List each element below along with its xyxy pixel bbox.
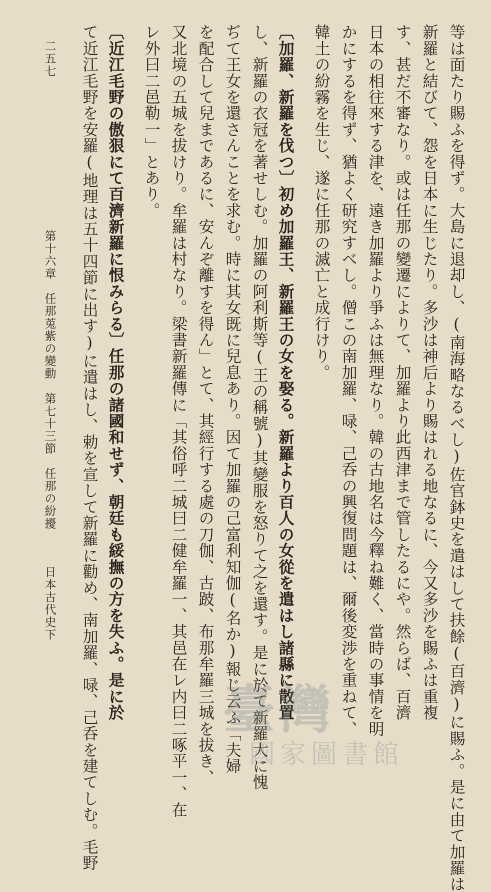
text-column-13: 〔近江毛野の傲狠にて百濟新羅に恨みらる〕任那の諸國和せず、朝廷も綏撫の方を失ふ。是に於 [106, 24, 126, 721]
running-head: 第十六章 任那莵紫の變動 第七十三節 任那の紛擾 [43, 230, 58, 530]
book-title-folio: 日本古代史下 [43, 566, 58, 641]
text-column-1: 等は面たり賜ふを得ず。大島に退却し、(南海略なるべし)佐官鉢史を遣はして扶餘(百濟)に賜ふ。是に由て加羅は [447, 24, 466, 892]
text-column-11: 又北境の五城を拔けり。牟羅は村なり。梁書新羅傳に「其俗呼二城曰二健牟羅一、其邑在レ内曰二啄平一、在 [169, 24, 188, 818]
watermark-mark: 臺灣 [223, 680, 336, 741]
text-column-2: 新羅と結びて、怨を日本に生じたり。多沙は神后より賜はれる地なるに、今又多沙を賜ふは重複 [420, 24, 439, 721]
library-watermark [205, 668, 475, 778]
text-column-10: を配合して兒まであるに、安んぞ離すを得ん」とて、其經行する處の刀伽、古跛、布那牟羅三城を拔き、 [196, 24, 215, 786]
text-column-3: す、甚だ不審なり。或は任那の變遷によりて、加羅より此西津まで管したるにや。然らば、百濟 [393, 24, 412, 721]
text-column-9: ぢて王女を還さんことを求む。時に其女既に兒息あり。因て加羅の己富利知伽(名か)報じ云ふ「夫婦 [223, 24, 242, 774]
page-number: 二五七 [43, 40, 58, 78]
text-column-7: 〔加羅、新羅を伐つ〕初め加羅王、新羅王の女を娶る。新羅より百人の女從を遣はし諸縣に散置 [276, 24, 296, 721]
text-column-8: し、新羅の衣冠を著せしむ。加羅の阿利斯等(王の稱號)其變服を怒りて之を還す。是に於て新羅大に愧 [250, 24, 269, 791]
watermark-text: 國家圖書館 [249, 740, 405, 770]
text-column-6: 韓土の紛霧を生じ、遂に任那の滅亡と成行けり。 [312, 24, 331, 381]
text-column-14: て近江毛野を安羅(地理は五十四節に出す)に遣はし、勅を宣して新羅に勸め、南加羅、㖨、己呑を建てしむ。毛野 [80, 24, 99, 872]
text-column-12: レ外曰二邑勒一」とあり。 [142, 24, 161, 219]
text-column-5: かにするを得ず、猶よく研究すべし。僧この南加羅、㖨、己呑の興復問題は、爾後変渉を重ねて、 [339, 24, 358, 737]
text-column-4: 日本の相往來する津を、遠き加羅より爭ふは無理なり。韓の古地名は今釋ね難く、當時の事情を明 [366, 24, 385, 737]
